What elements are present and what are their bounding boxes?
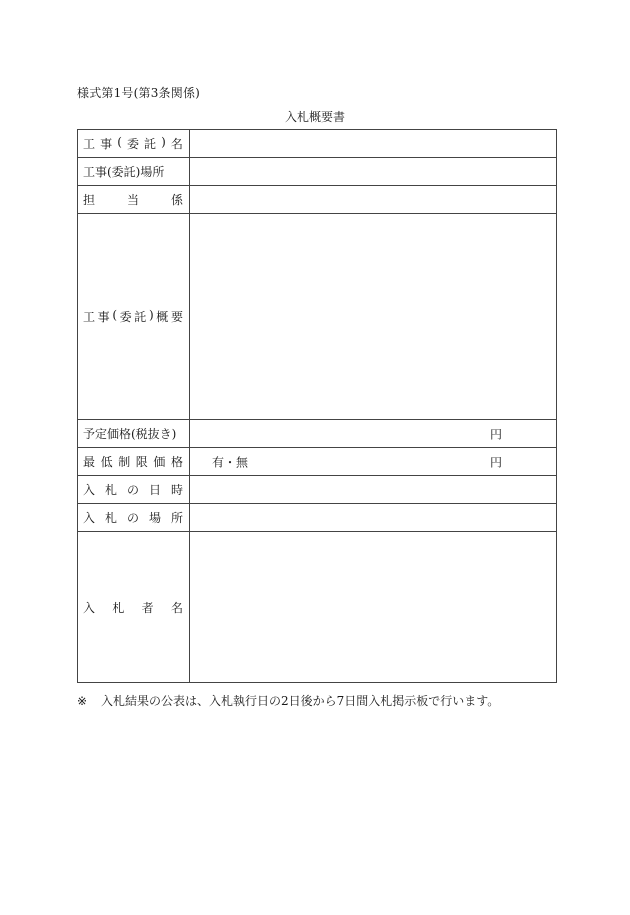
row-planned-price [78, 420, 557, 448]
planned-price-field[interactable] [190, 420, 557, 448]
work-place-label: 工事(委託)場所 [78, 158, 190, 186]
bid-datetime-field[interactable] [190, 476, 557, 504]
work-summary-label: 工 事 ( 委 託 ) 概 要 [78, 214, 190, 420]
row-staff [78, 186, 557, 214]
minimum-price-field[interactable] [190, 448, 557, 476]
row-bidders [78, 532, 557, 683]
yen-unit: 円 [489, 427, 502, 441]
staff-field[interactable] [190, 186, 557, 214]
availability-choice[interactable]: 有・無 [212, 455, 249, 469]
bid-overview-table [77, 129, 557, 683]
footnote-text: 入札結果の公表は、入札執行日の2日後から7日間入札掲示板で行います。 [101, 694, 500, 708]
reference-mark: ※ [77, 694, 88, 708]
footnote [77, 692, 499, 709]
yen-unit: 円 [489, 455, 502, 469]
form-number: 様式第1号(第3条関係) [77, 86, 201, 100]
document-title: 入札概要書 [284, 110, 345, 124]
bidders-field[interactable] [190, 532, 557, 683]
work-name-label: 工 事 ( 委 託 ) 名 [78, 130, 190, 158]
row-bid-place [78, 504, 557, 532]
row-bid-datetime [78, 476, 557, 504]
planned-price-label: 予定価格(税抜き) [78, 420, 190, 448]
bid-place-label: 入 札 の 場 所 [78, 504, 190, 532]
work-name-field[interactable] [190, 130, 557, 158]
work-place-field[interactable] [190, 158, 557, 186]
row-work-place [78, 158, 557, 186]
bid-place-field[interactable] [190, 504, 557, 532]
minimum-price-label: 最 低 制 限 価 格 [78, 448, 190, 476]
row-minimum-price [78, 448, 557, 476]
work-summary-field[interactable] [190, 214, 557, 420]
row-work-name [78, 130, 557, 158]
row-work-summary [78, 214, 557, 420]
staff-label: 担 当 係 [78, 186, 190, 214]
bid-datetime-label: 入 札 の 日 時 [78, 476, 190, 504]
bidders-label: 入 札 者 名 [78, 532, 190, 683]
